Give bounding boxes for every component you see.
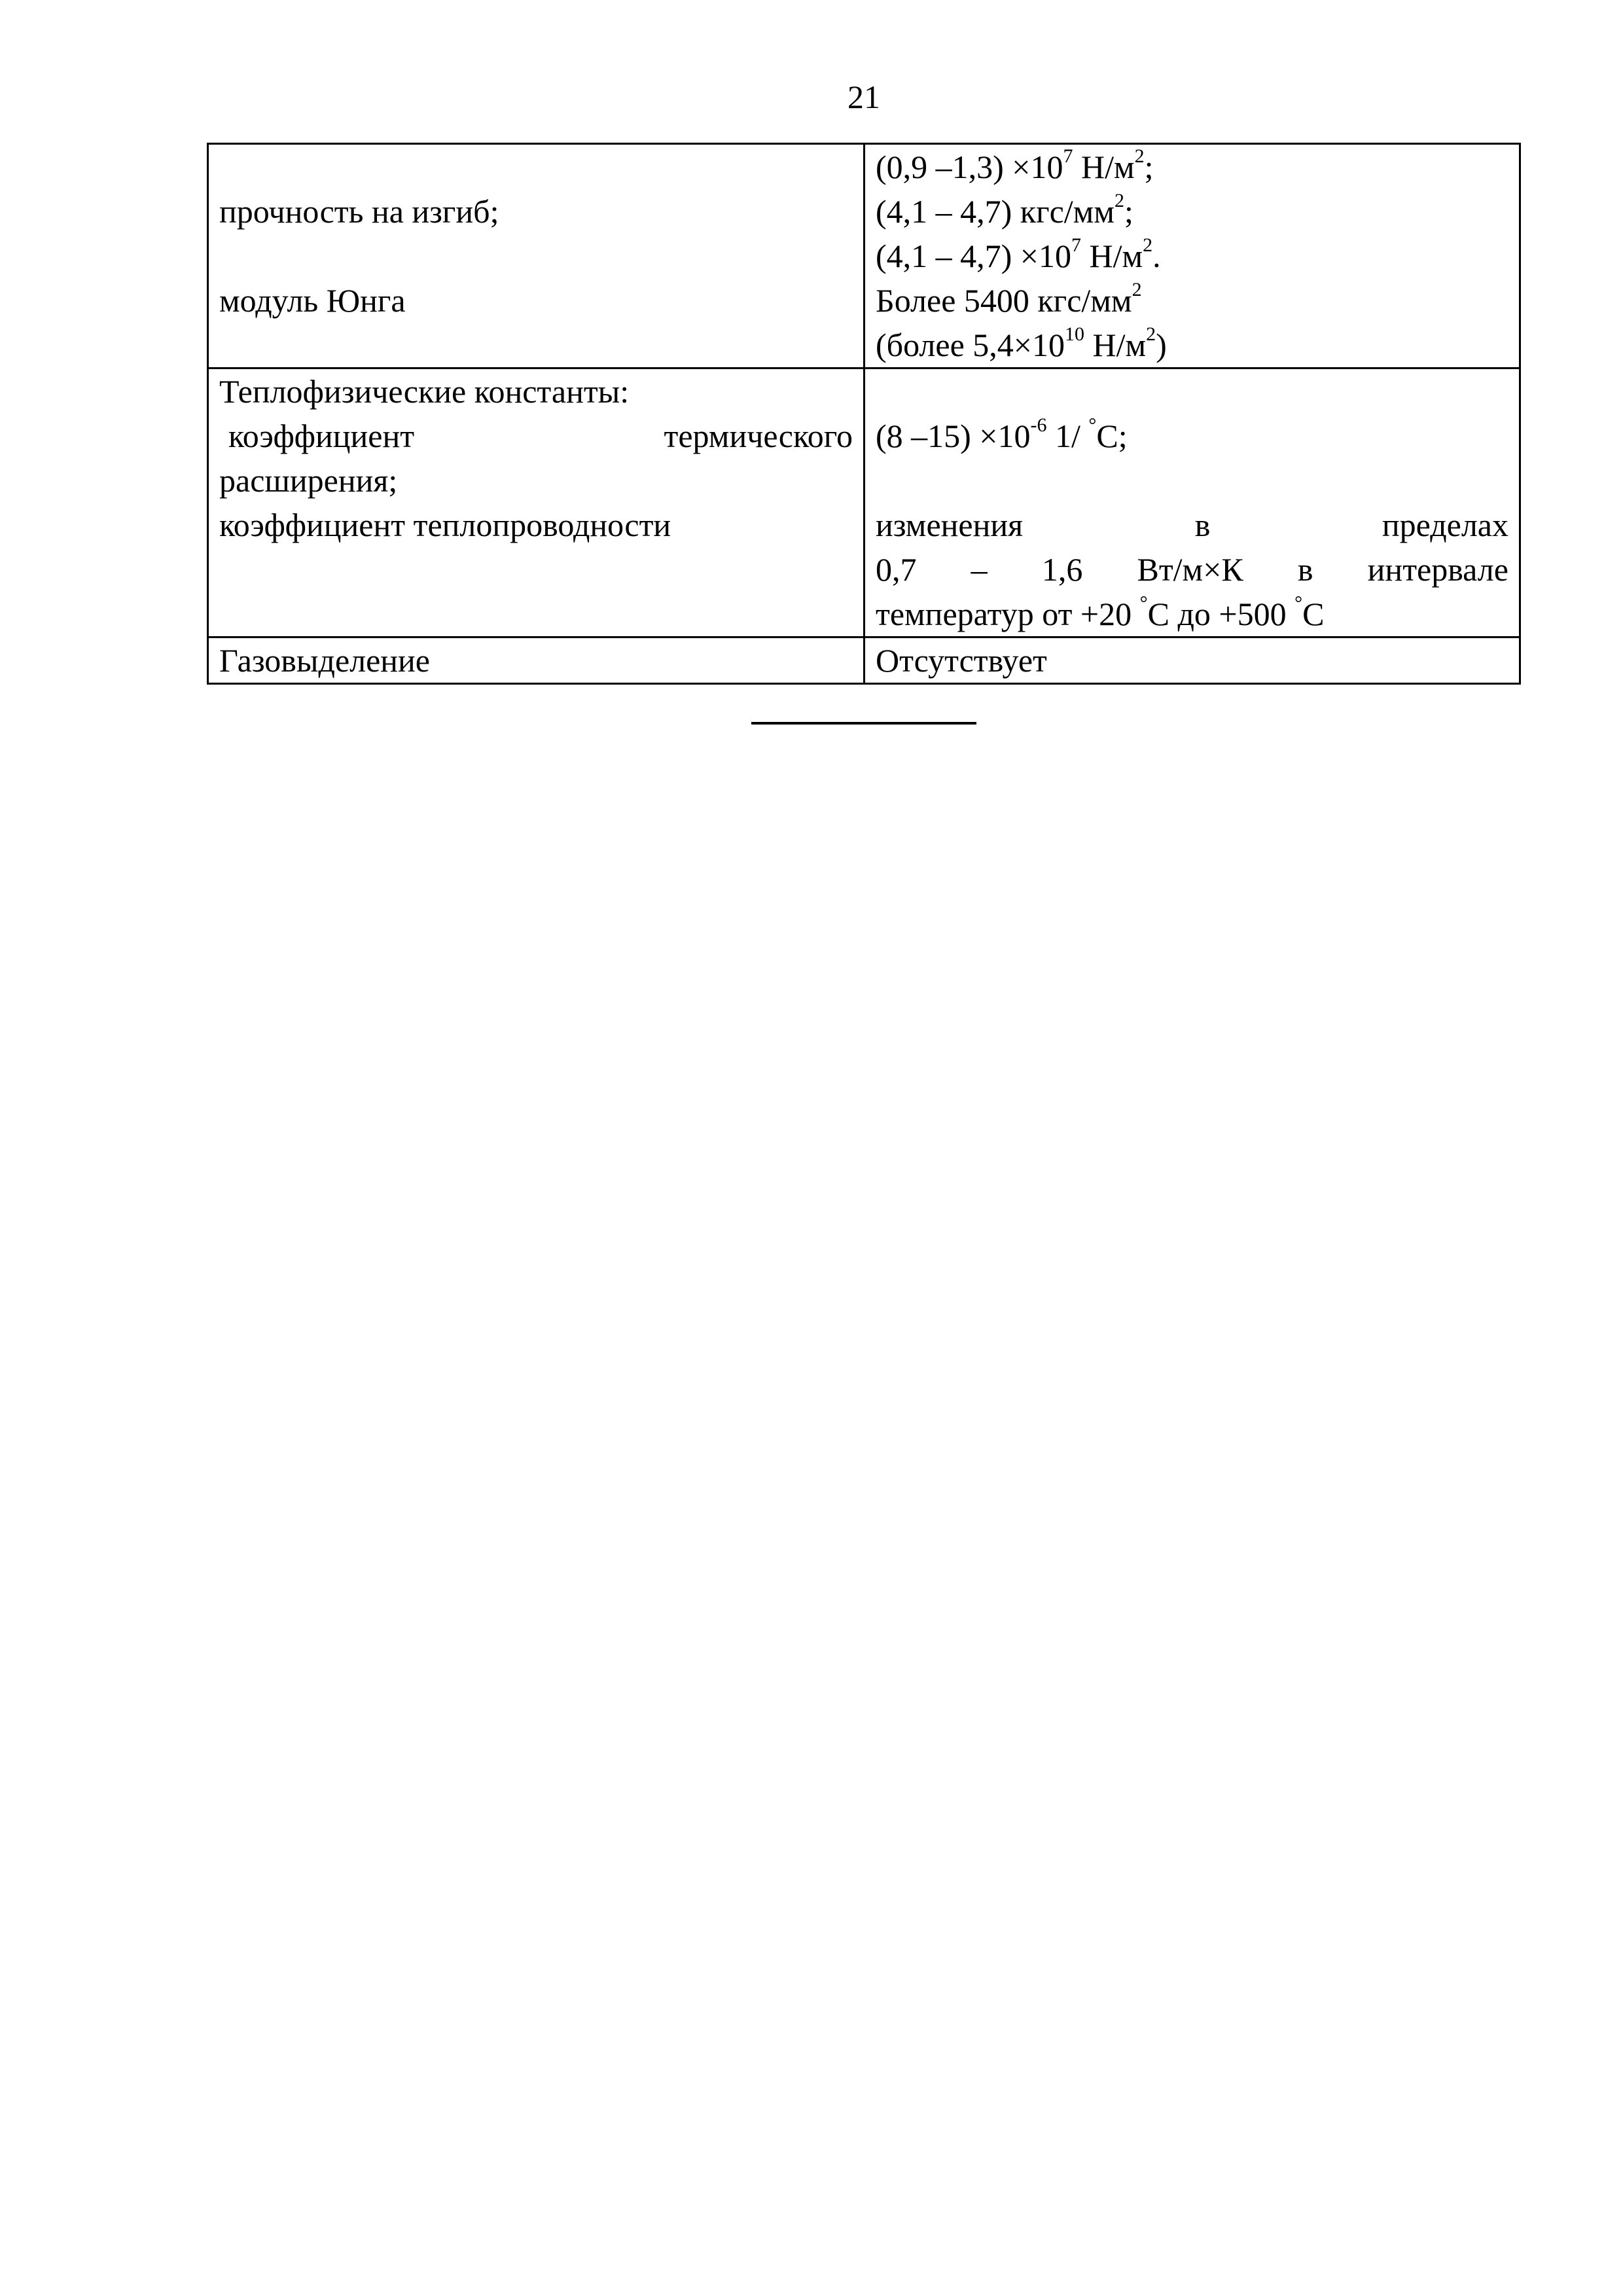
table-row [208, 368, 1520, 637]
value-outgassing: Отсутствует [876, 642, 1047, 679]
value-line: Более 5400 кгс/$мм^2$ [876, 279, 1142, 319]
property-youngs-modulus: модуль Юнга [219, 282, 406, 319]
property-bending-strength: прочность на изгиб; [219, 193, 499, 230]
property-outgassing: Газовыделение [219, 642, 430, 679]
property-thermal-expansion: коэффициент термического [228, 418, 853, 454]
value-line: $(4,1 - 4,7) \times 10^7$ $Н/м^2$. [876, 234, 1161, 274]
value-line: (0,9 $-1,3) \times 10^7$ $Н/м^2$; [876, 145, 1154, 185]
value-line: температур от +20 °С до +500 °С [876, 592, 1325, 632]
property-thermal-conductivity: коэффициент теплопроводности [219, 507, 671, 543]
table-cell-value [865, 144, 1520, 368]
value-line: (4,1 – 4,7) кгс/$мм^2$; [876, 190, 1133, 230]
table-row [208, 144, 1520, 368]
value-line: (более $5,4\times 10^{10}$ $Н/м^2$) [876, 323, 1167, 363]
table-cell-property [208, 368, 865, 637]
table-cell-property [208, 637, 865, 684]
properties-table [207, 143, 1521, 685]
property-thermal-expansion-cont: расширения; [219, 462, 398, 499]
table-cell-value [865, 637, 1520, 684]
page-number: 21 [847, 79, 880, 115]
value-line: (8 $-15) \times 10^{-6}$ 1/ °С; [876, 414, 1128, 454]
value-line: 0,7 – 1,6 Вт/м×К в интервале [876, 551, 1508, 588]
end-of-text-rule [751, 722, 976, 725]
value-line: изменения в пределах [876, 507, 1508, 543]
table-row [208, 637, 1520, 684]
section-heading-thermophysical: Теплофизические константы: [219, 373, 630, 410]
table-cell-value [865, 368, 1520, 637]
table-cell-property [208, 144, 865, 368]
